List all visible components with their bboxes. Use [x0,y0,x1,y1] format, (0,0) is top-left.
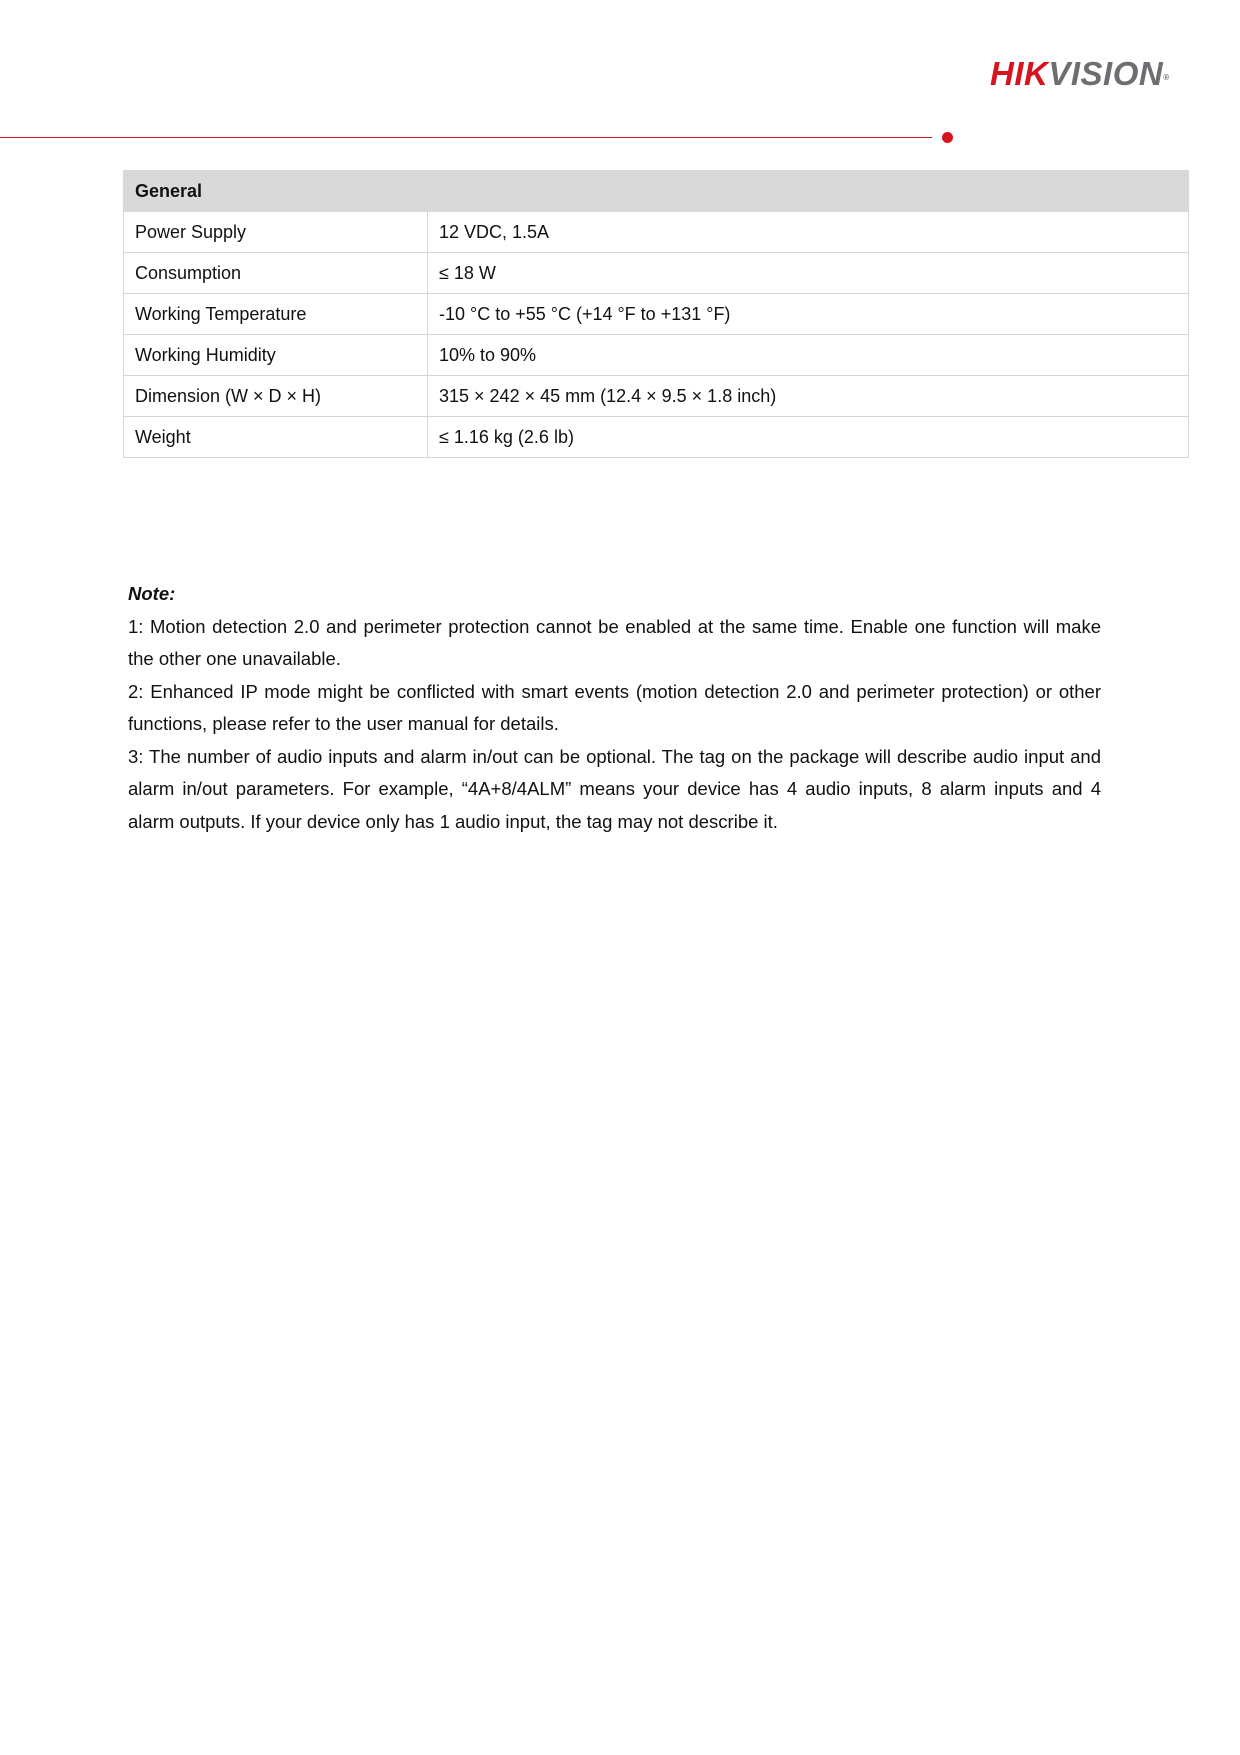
logo-hik-text: HIK [990,55,1049,92]
table-row [124,335,1189,376]
spec-label: Working Temperature [124,294,428,335]
spec-section-title: General [124,171,1189,212]
table-row [124,417,1189,458]
spec-label: Weight [124,417,428,458]
header-divider-dot [942,132,953,143]
table-row [124,253,1189,294]
spec-label: Working Humidity [124,335,428,376]
spec-value: ≤ 18 W [428,253,1189,294]
note-item: 3: The number of audio inputs and alarm in/out can be optional. The tag on the package will describe audio input and alarm in/out parameters. For example, “4A+8/4ALM” means your device has 4 audio inputs, 8 alarm inputs and 4 alarm outputs. If your device only has 1 audio input, the tag may not describe it. [128,745,1101,832]
spec-table [123,170,1189,458]
logo-vision-text: VISION [1048,55,1164,92]
spec-section-header [124,171,1189,212]
spec-value: ≤ 1.16 kg (2.6 lb) [428,417,1189,458]
notes-title: Note: [128,583,176,604]
table-row [124,294,1189,335]
spec-value: 315 × 242 × 45 mm (12.4 × 9.5 × 1.8 inch) [428,376,1189,417]
header-divider-line [0,137,932,138]
spec-label: Dimension (W × D × H) [124,376,428,417]
spec-label: Power Supply [124,212,428,253]
hikvision-logo [990,54,1190,94]
spec-label: Consumption [124,253,428,294]
notes-section [128,578,1101,838]
note-item: 1: Motion detection 2.0 and perimeter protection cannot be enabled at the same time. Enable one function will make the other one unavailable. [128,615,1101,669]
registered-mark: ® [1163,73,1170,82]
spec-value: 12 VDC, 1.5A [428,212,1189,253]
table-row [124,376,1189,417]
table-row [124,212,1189,253]
spec-value: -10 °C to +55 °C (+14 °F to +131 °F) [428,294,1189,335]
note-item: 2: Enhanced IP mode might be conflicted with smart events (motion detection 2.0 and perimeter protection) or other functions, please refer to the user manual for details. [128,680,1101,734]
spec-value: 10% to 90% [428,335,1189,376]
